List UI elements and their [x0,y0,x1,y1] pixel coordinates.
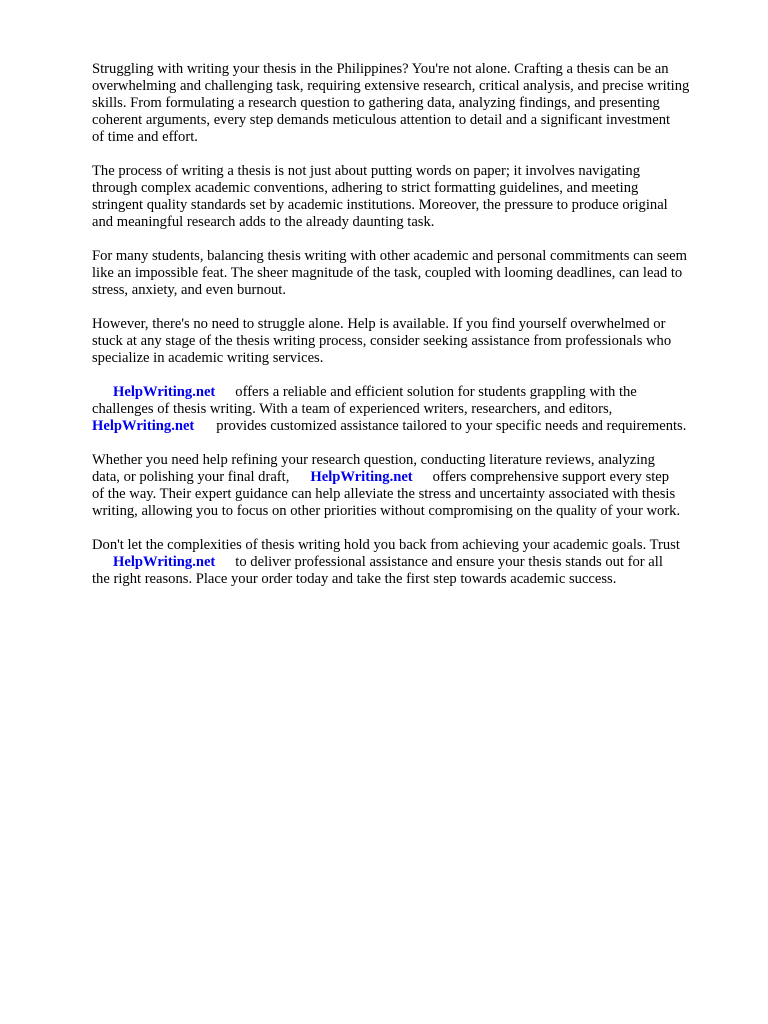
text-fragment: data, or polishing your final draft, [92,469,290,485]
helpwriting-link[interactable]: HelpWriting.net [113,384,216,400]
text-line: For many students, balancing thesis writing with other academic and personal commitments can seem [92,248,687,264]
paragraph-service [92,384,732,435]
text-line: through complex academic conventions, adhering to strict formatting guidelines, and meeting [92,180,639,196]
text-line: stringent quality standards set by academic institutions. Moreover, the pressure to produce original [92,197,668,213]
paragraph-balance [92,248,732,299]
document-body [92,61,732,605]
text-line: like an impossible feat. The sheer magnitude of the task, coupled with looming deadlines, can lead to [92,265,683,281]
text-line [92,384,732,401]
paragraph-process [92,163,732,231]
text-line: of time and effort. [92,129,198,145]
text-line: of the way. Their expert guidance can help alleviate the stress and uncertainty associated with thesis [92,486,676,502]
paragraph-help [92,316,732,367]
text-line: stuck at any stage of the thesis writing process, consider seeking assistance from professionals who [92,333,672,349]
text-line [92,554,732,571]
text-line: overwhelming and challenging task, requiring extensive research, critical analysis, and precise writing [92,78,690,94]
text-line: The process of writing a thesis is not just about putting words on paper; it involves navigating [92,163,640,179]
text-line: specialize in academic writing services. [92,350,324,366]
helpwriting-link[interactable]: HelpWriting.net [310,469,413,485]
text-line: challenges of thesis writing. With a team of experienced writers, researchers, and editors, [92,401,613,417]
text-line: coherent arguments, every step demands meticulous attention to detail and a significant investment [92,112,671,128]
text-line [92,469,732,486]
text-line: stress, anxiety, and even burnout. [92,282,286,298]
text-fragment: offers comprehensive support every step [432,469,670,485]
paragraph-intro [92,61,732,146]
text-fragment: provides customized assistance tailored to your specific needs and requirements. [216,418,687,434]
text-line: Struggling with writing your thesis in the Philippines? You're not alone. Crafting a thesis can be an [92,61,669,77]
text-line: writing, allowing you to focus on other priorities without compromising on the quality of your work. [92,503,681,519]
text-line: the right reasons. Place your order today and take the first step towards academic success. [92,571,617,587]
paragraph-closing [92,537,732,588]
text-line: Don't let the complexities of thesis writing hold you back from achieving your academic goals. Trust [92,537,680,553]
helpwriting-link[interactable]: HelpWriting.net [113,554,216,570]
text-line: However, there's no need to struggle alone. Help is available. If you find yourself overwhelmed or [92,316,666,332]
text-line: Whether you need help refining your research question, conducting literature reviews, analyzing [92,452,655,468]
text-line [92,418,732,435]
text-line: skills. From formulating a research question to gathering data, analyzing findings, and presenting [92,95,660,111]
helpwriting-link[interactable]: HelpWriting.net [92,418,195,434]
paragraph-support [92,452,732,520]
text-line: and meaningful research adds to the already daunting task. [92,214,435,230]
text-fragment: to deliver professional assistance and ensure your thesis stands out for all [235,554,663,570]
text-fragment: offers a reliable and efficient solution for students grappling with the [235,384,637,400]
